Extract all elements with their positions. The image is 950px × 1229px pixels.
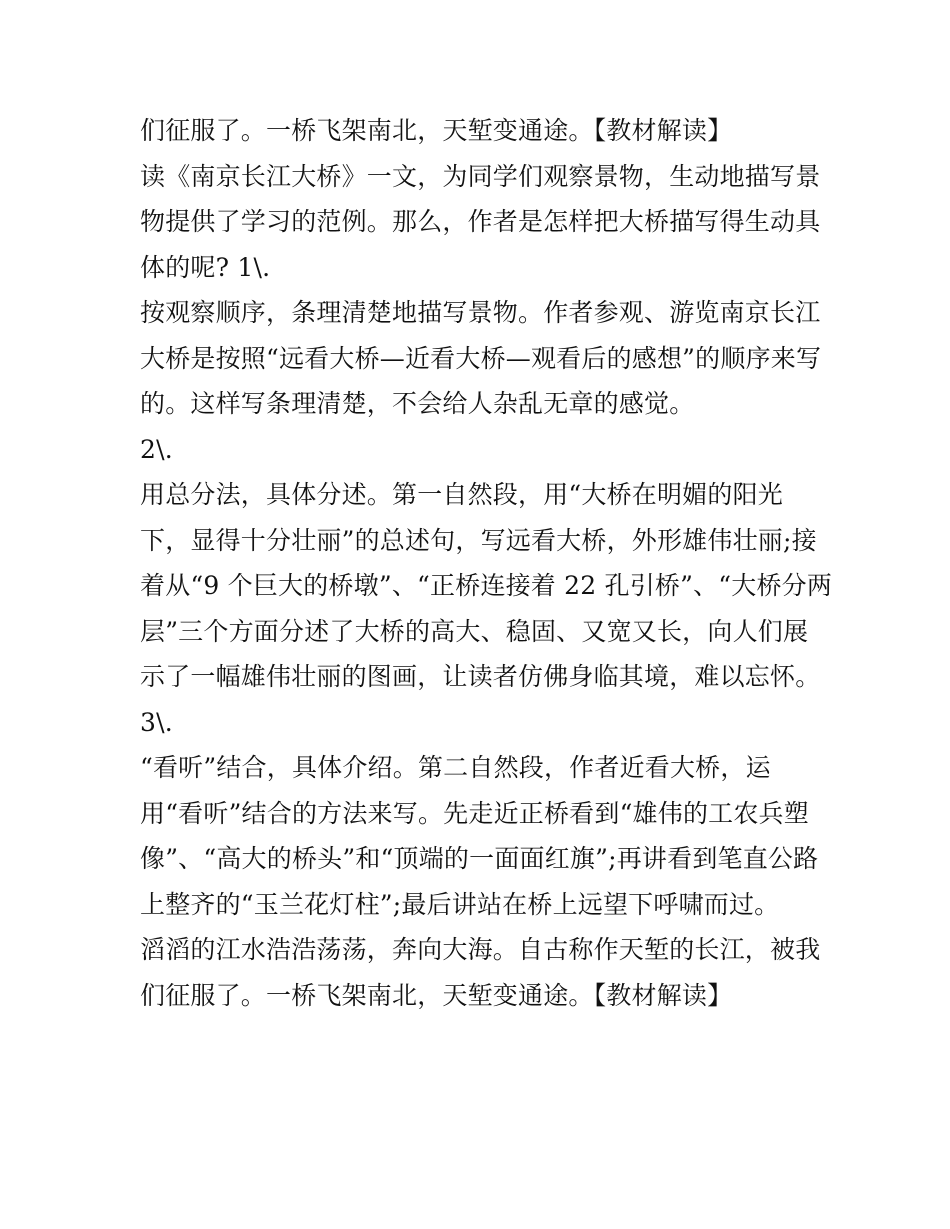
text-line: 的。这样写条理清楚，不会给人杂乱无章的感觉。 [140,389,695,418]
text-line: 物提供了学习的范例。那么，作者是怎样把大桥描写得生动具 [140,207,821,236]
section-number: 3\. [140,707,173,737]
text-line: “看听”结合，具体介绍。第二自然段，作者近看大桥，运 [140,753,771,782]
text-line: 们征服了。一桥飞架南北，天堑变通途。【教材解读】 [140,980,733,1010]
text-line: 用“看听”结合的方法来写。先走近正桥看到“雄伟的工农兵塑 [140,798,809,828]
section-number: 2\. [140,434,173,464]
body-text [140,108,833,1018]
text-line: 按观察顺序，条理清楚地描写景物。作者参观、游览南京长江 [140,298,821,327]
text-line: 们征服了。一桥飞架南北，天堑变通途。【教材解读】 [140,116,733,145]
text-line: 着从“9 个巨大的桥墩”、“正桥连接着 22 孔引桥”、“大桥分两 [140,571,833,600]
text-line: 滔滔的江水浩浩荡荡，奔向大海。自古称作天堑的长江，被我 [140,935,821,964]
text-line: 层”三个方面分述了大桥的高大、稳固、又宽又长，向人们展 [140,616,809,646]
text-line: 像”、“高大的桥头”和“顶端的一面面红旗”;再讲看到笔直公路 [140,844,819,873]
text-line: 下，显得十分壮丽”的总述句，写远看大桥，外形雄伟壮丽;接 [140,525,817,555]
text-line: 用总分法，具体分述。第一自然段，用“大桥在明媚的阳光 [140,480,783,509]
text-line: 上整齐的“玉兰花灯柱”;最后讲站在桥上远望下呼啸而过。 [140,889,780,919]
text-line: 体的呢? 1\. [140,252,271,282]
text-line: 大桥是按照“远看大桥—近看大桥—观看后的感想”的顺序来写 [140,343,822,373]
text-line: 示了一幅雄伟壮丽的图画，让读者仿佛身临其境，难以忘怀。 [140,662,821,691]
text-line: 读《南京长江大桥》一文，为同学们观察景物，生动地描写景 [140,161,821,191]
